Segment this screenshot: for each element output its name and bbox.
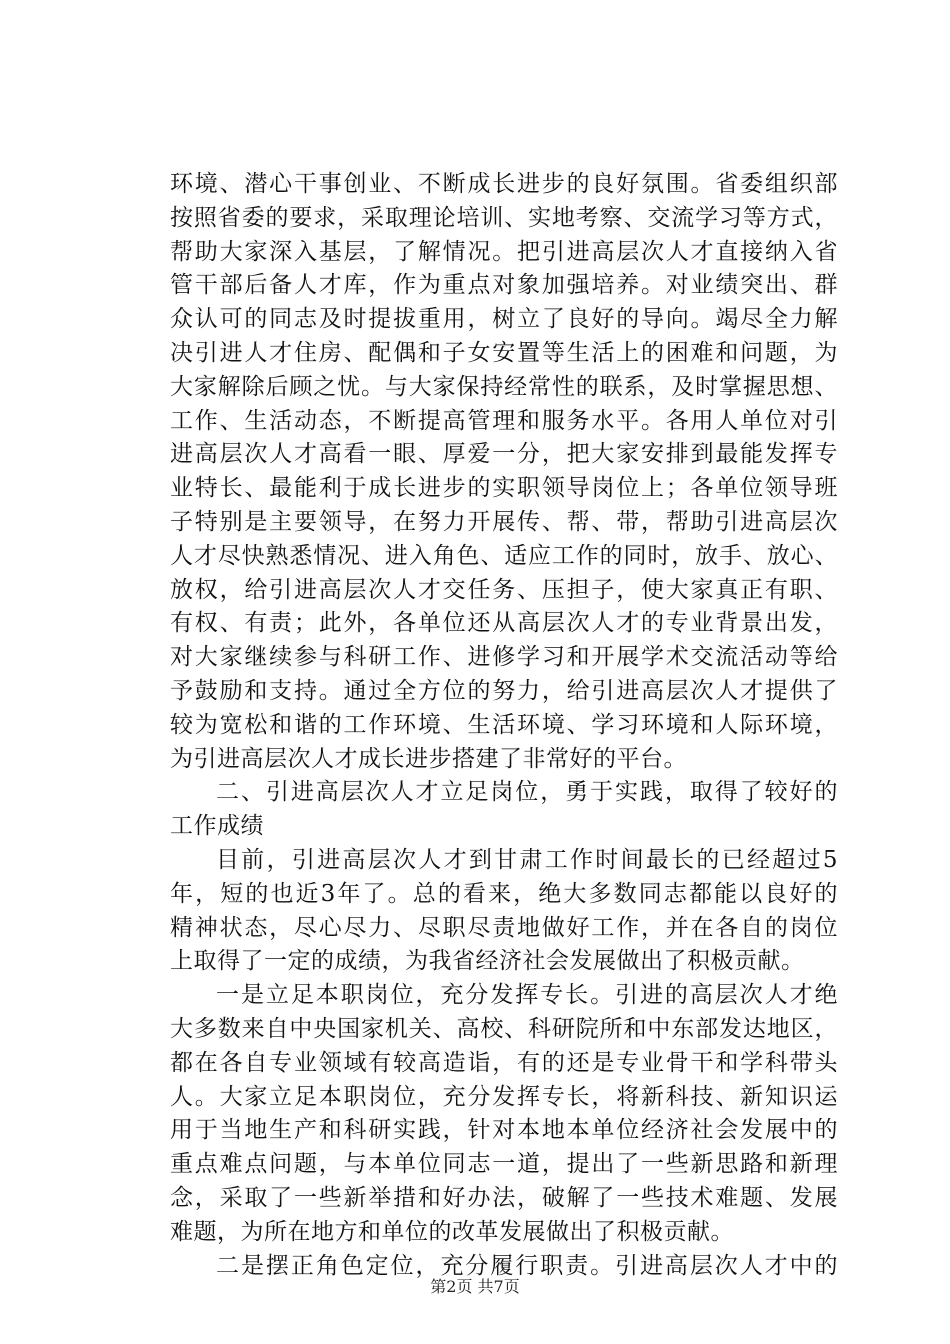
page-footer: 第2页 共7页: [430, 1277, 520, 1296]
text-line: 上取得了一定的成绩，为我省经济社会发展做出了积极贡献。: [170, 948, 805, 975]
text-line: 子特别是主要领导，在努力开展传、帮、带，帮助引进高层次: [170, 508, 838, 535]
text-line: 二是摆正角色定位，充分履行职责。引进高层次人才中的: [216, 1252, 838, 1279]
text-line: 人。大家立足本职岗位，充分发挥专长，将新科技、新知识运: [170, 1083, 838, 1110]
text-line: 较为宽松和谐的工作环境、生活环境、学习环境和人际环境，: [170, 711, 838, 738]
text-line: 年，短的也近3年了。总的看来，绝大多数同志都能以良好的: [170, 880, 838, 907]
text-line: 对大家继续参与科研工作、进修学习和开展学术交流活动等给: [170, 644, 838, 671]
text-line: 工作、生活动态，不断提高管理和服务水平。各用人单位对引: [170, 407, 838, 434]
text-line: 业特长、最能利于成长进步的实职领导岗位上；各单位领导班: [170, 475, 838, 502]
text-line: 念，采取了一些新举措和好办法，破解了一些技术难题、发展: [170, 1184, 838, 1211]
text-line: 重点难点问题，与本单位同志一道，提出了一些新思路和新理: [170, 1151, 838, 1178]
document-body: [170, 168, 838, 1283]
text-line: 二、引进高层次人才立足岗位，勇于实践，取得了较好的: [216, 779, 838, 806]
text-line: 帮助大家深入基层，了解情况。把引进高层次人才直接纳入省: [170, 238, 838, 265]
text-line: 众认可的同志及时提拔重用，树立了良好的导向。竭尽全力解: [170, 306, 838, 333]
text-line: 有权、有责；此外，各单位还从高层次人才的专业背景出发，: [170, 610, 838, 637]
text-line: 用于当地生产和科研实践，针对本地本单位经济社会发展中的: [170, 1117, 838, 1144]
text-line: 精神状态，尽心尽力、尽职尽责地做好工作，并在各自的岗位: [170, 914, 838, 941]
text-line: 予鼓励和支持。通过全方位的努力，给引进高层次人才提供了: [170, 677, 838, 704]
text-line: 人才尽快熟悉情况、进入角色、适应工作的同时，放手、放心、: [170, 542, 838, 569]
text-line: 大家解除后顾之忧。与大家保持经常性的联系，及时掌握思想、: [170, 373, 838, 400]
text-line: 一是立足本职岗位，充分发挥专长。引进的高层次人才绝: [216, 982, 838, 1009]
text-line: 难题，为所在地方和单位的改革发展做出了积极贡献。: [170, 1218, 734, 1245]
text-line: 为引进高层次人才成长进步搭建了非常好的平台。: [170, 745, 687, 772]
text-line: 放权，给引进高层次人才交任务、压担子，使大家真正有职、: [170, 576, 838, 603]
text-line: 进高层次人才高看一眼、厚爱一分，把大家安排到最能发挥专: [170, 441, 838, 468]
text-line: 决引进人才住房、配偶和子女安置等生活上的困难和问题，为: [170, 339, 838, 366]
text-line: 工作成绩: [170, 813, 264, 840]
text-line: 大多数来自中央国家机关、高校、科研院所和中东部发达地区，: [170, 1015, 838, 1042]
text-line: 环境、潜心干事创业、不断成长进步的良好氛围。省委组织部: [170, 171, 838, 197]
text-line: 按照省委的要求，采取理论培训、实地考察、交流学习等方式，: [170, 204, 838, 231]
text-line: 都在各自专业领域有较高造诣，有的还是专业骨干和学科带头: [170, 1049, 838, 1076]
text-line: 目前，引进高层次人才到甘肃工作时间最长的已经超过5: [216, 846, 838, 873]
text-line: 管干部后备人才库，作为重点对象加强培养。对业绩突出、群: [170, 272, 838, 299]
